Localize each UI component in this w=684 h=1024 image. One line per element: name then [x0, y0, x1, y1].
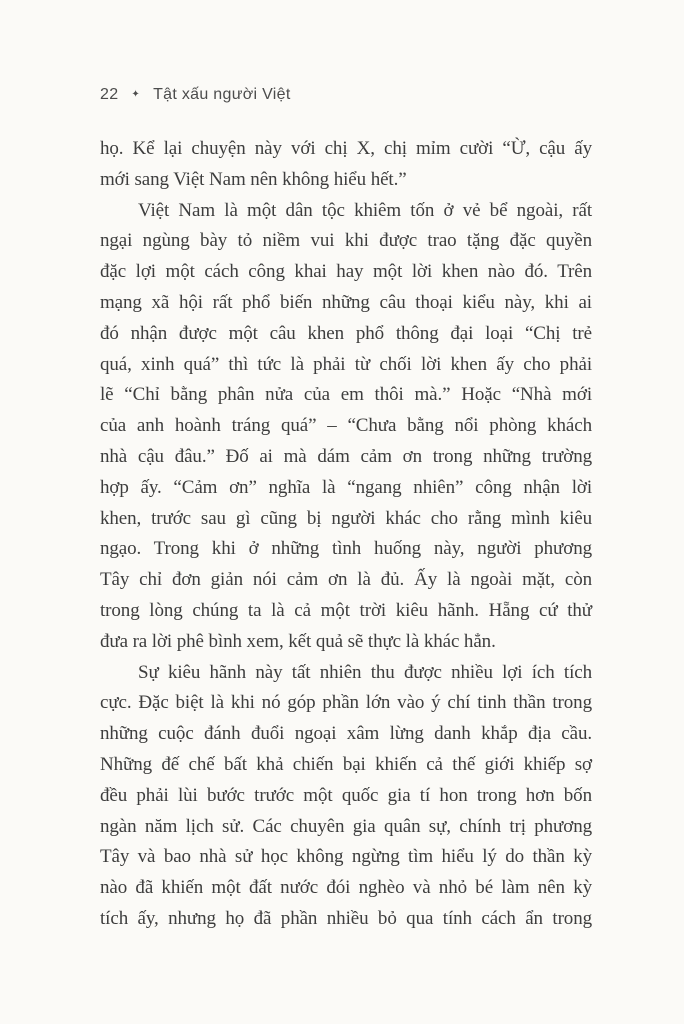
page-body: [100, 134, 592, 935]
page-header: [100, 86, 291, 104]
page-number: 22: [100, 86, 119, 103]
running-title: Tật xấu người Việt: [153, 86, 291, 103]
text-line: Sự kiêu hãnh này tất nhiên thu được nhiều lợi ích tích: [138, 661, 592, 683]
text-line: nhà cậu đâu.” Đố ai mà dám cảm ơn trong những trường: [100, 445, 592, 467]
text-line: lẽ “Chỉ bằng phân nửa của em thôi mà.” Hoặc “Nhà mới: [100, 384, 592, 406]
text-line: những cuộc đánh đuổi ngoại xâm lừng danh khắp địa cầu.: [100, 723, 592, 745]
star-separator-icon: ✦: [131, 88, 141, 100]
text-line: ngạo. Trong khi ở những tình huống này, người phương: [100, 538, 592, 560]
paragraph: [100, 658, 592, 935]
text-line: Những đế chế bất khả chiến bại khiến cả thế giới khiếp sợ: [100, 753, 592, 775]
text-line: đưa ra lời phê bình xem, kết quả sẽ thực là khác hẳn.: [100, 630, 496, 652]
text-line: đều phải lùi bước trước một quốc gia tí hon trong hơn bốn: [100, 784, 592, 806]
text-line: đặc lợi một cách công khai hay một lời khen nào đó. Trên: [100, 261, 592, 283]
text-line: họ. Kể lại chuyện này với chị X, chị mỉm cười “Ừ, cậu ấy: [100, 138, 592, 159]
text-line: Tây và bao nhà sử học không ngừng tìm hiểu lý do thần kỳ: [100, 846, 592, 868]
text-line: đó nhận được một câu khen phổ thông đại loại “Chị trẻ: [100, 322, 592, 344]
text-line: Tây chỉ đơn giản nói cảm ơn là đủ. Ấy là ngoài mặt, còn: [100, 569, 592, 591]
paragraph: [100, 134, 592, 196]
text-line: hợp ấy. “Cảm ơn” nghĩa là “ngang nhiên” công nhận lời: [100, 476, 592, 498]
paragraph: [100, 196, 592, 658]
text-line: nào đã khiến một đất nước đói nghèo và nhỏ bé làm nên kỳ: [100, 877, 592, 899]
text-line: tích ấy, nhưng họ đã phần nhiều bỏ qua tính cách ẩn trong: [100, 907, 592, 929]
text-line: khen, trước sau gì cũng bị người khác cho rằng mình kiêu: [100, 507, 592, 529]
text-line: ngàn năm lịch sử. Các chuyên gia quân sự, chính trị phương: [100, 815, 592, 837]
text-line: mạng xã hội rất phổ biến những câu thoại kiểu này, khi ai: [100, 291, 592, 313]
text-line: trong lòng chúng ta là cả một trời kiêu hãnh. Hẵng cứ thử: [100, 599, 592, 621]
text-line: cực. Đặc biệt là khi nó góp phần lớn vào ý chí tinh thần trong: [100, 692, 592, 714]
text-line: của anh hoành tráng quá” – “Chưa bằng nổi phòng khách: [100, 415, 592, 437]
text-line: mới sang Việt Nam nên không hiểu hết.”: [100, 168, 407, 190]
text-line: ngại ngùng bày tỏ niềm vui khi được trao tặng đặc quyền: [100, 230, 592, 252]
text-line: quá, xinh quá” thì tức là phải từ chối lời khen ấy cho phải: [100, 353, 592, 375]
text-line: Việt Nam là một dân tộc khiêm tốn ở vẻ bể ngoài, rất: [138, 199, 592, 221]
